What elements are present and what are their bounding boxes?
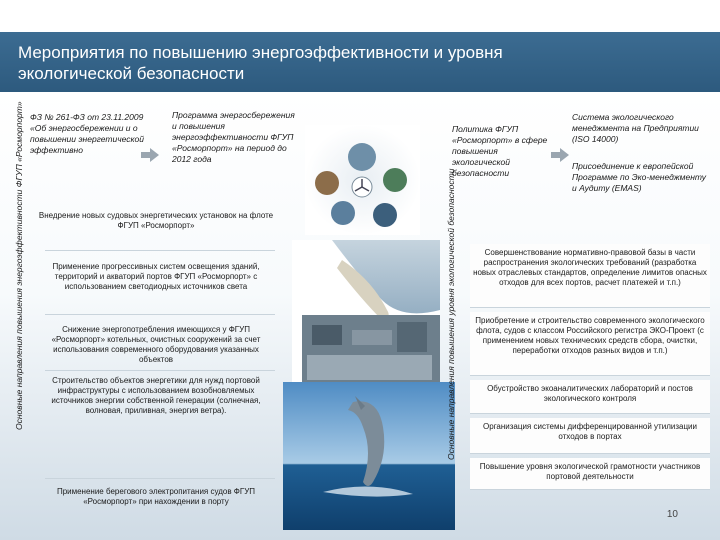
right-item-1: Совершенствование нормативно-правовой базы в части распространения экологических требований (разработка новых отраслевых стандартов, определение лимитов опасных отходов для всех портов, расчет платежей и т.п.) (470, 244, 710, 308)
left-vertical-label: Основные направления повышения энергоэффективности ФГУП «Росморпорт» (14, 101, 24, 430)
arrow-right-icon (150, 148, 159, 162)
left-item-1: Внедрение новых судовых энергетических установок на флоте ФГУП «Росморпорт» (38, 211, 274, 230)
left-item-2: Применение прогрессивных систем освещения зданий, территорий и акваторий портов ФГУП «Росморпорт» с использованием светодиодных источников света (52, 262, 260, 291)
right-vertical-label: Основные направления повышения уровня экологической безопасности (446, 168, 456, 460)
slide-title: Мероприятия по повышению энергоэффективности и уровня экологической безопасности (18, 43, 503, 83)
right-item-4: Организация системы дифференцированной утилизации отходов в портах (470, 418, 710, 454)
left-divider (45, 250, 275, 251)
left-divider (45, 370, 275, 371)
left-item-3: Снижение энергопотребления имеющихся у ФГУП «Росморпорт» котельных, очистных сооружений за счет использования современного оборудования указанных объектов (51, 325, 261, 364)
energy-icons-collage (305, 125, 420, 235)
program-text: Программа энергосбережения и повышения энергоэффективности ФГУП «Росморпорт» на период до 2012 года (172, 110, 295, 164)
ems-text: Система экологического менеджмента на Предприятии (ISO 14000) (572, 112, 699, 144)
dolphin-photo (283, 382, 455, 530)
policy-text: Политика ФГУП «Росморпорт» в сфере повышения экологической безопасности (452, 124, 548, 178)
page-number: 10 (666, 509, 678, 520)
left-item-5: Применение берегового электропитания судов ФГУП «Росморпорт» при нахождении в порту (56, 487, 256, 506)
left-divider (45, 314, 275, 315)
right-item-3: Обустройство экоаналитических лабораторий и постов экологического контроля (470, 380, 710, 414)
right-item-2: Приобретение и строительство современного экологического флота, судов с классом Российского регистра ЭКО-Проект (с применением новых технических средств сбора, очистки, переработки отходов разных видов и т.п.) (470, 312, 710, 376)
law-text: ФЗ № 261-ФЗ от 23.11.2009 «Об энергосбережении и о повышении энергетической эффективно (30, 112, 144, 155)
emas-text: Присоединение к европейской Программе по Эко-менеджменту и Аудиту (EMAS) (572, 161, 707, 193)
right-item-5: Повышение уровня экологической грамотности участников портовой деятельности (470, 458, 710, 490)
left-item-4: Строительство объектов энергетики для нужд портовой инфраструктуры с использованием возобновляемых источников энергии собственной генерации (солнечная, волновая, приливная, энергия ветра). (51, 376, 261, 415)
arrow-right-icon-2 (560, 148, 569, 162)
port-aerial-photo (292, 240, 440, 385)
left-divider (45, 478, 275, 479)
top-blank-band (0, 0, 720, 32)
